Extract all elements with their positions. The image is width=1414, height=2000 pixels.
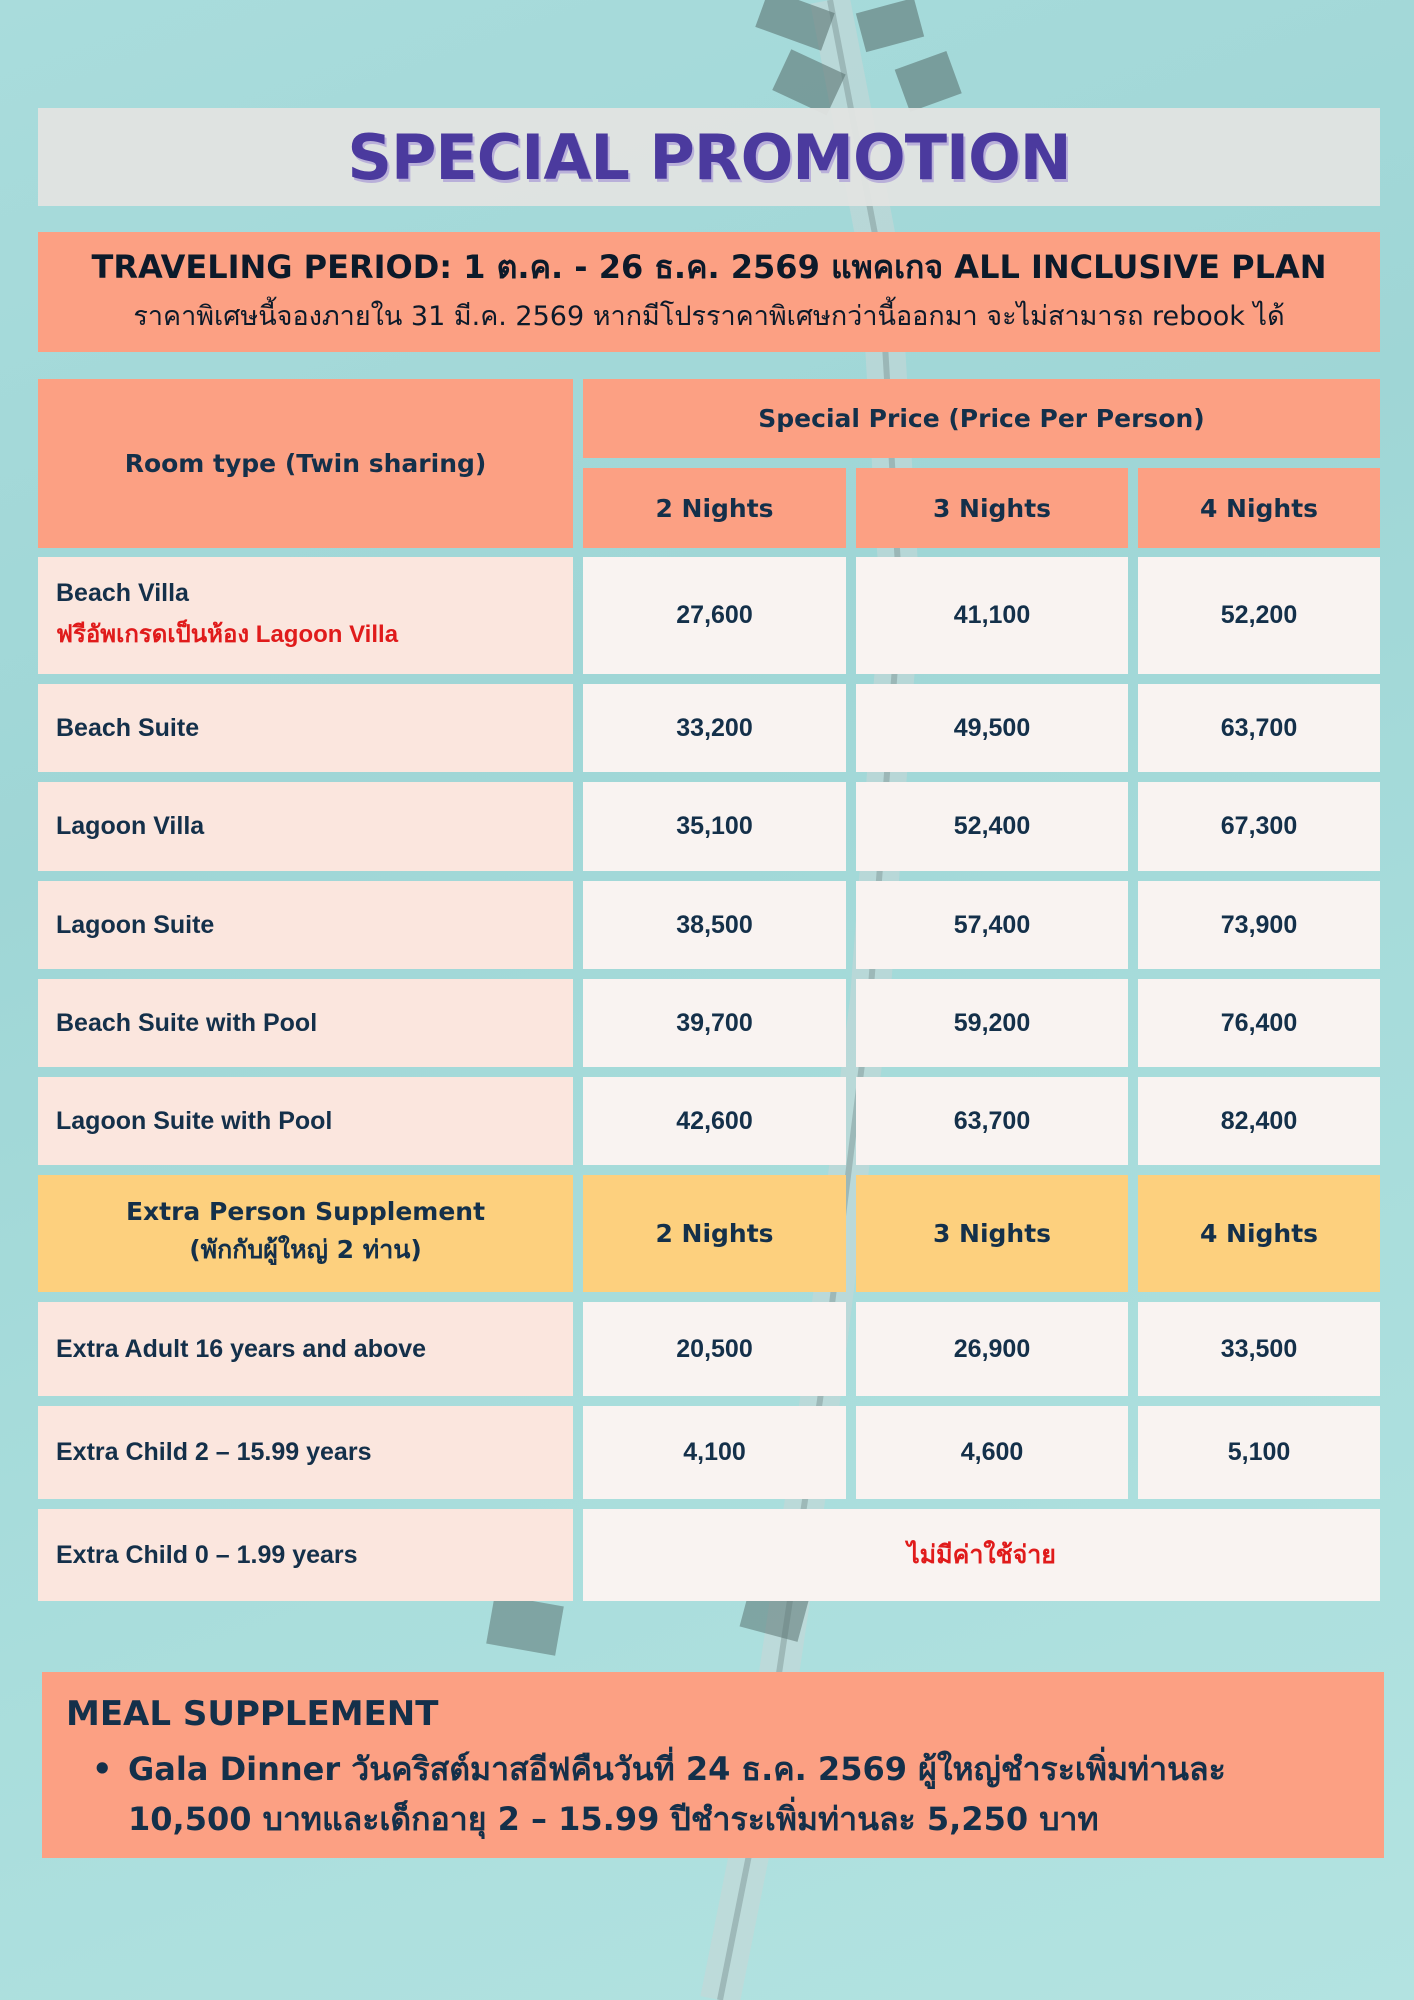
price-cell: 4,600	[856, 1406, 1128, 1499]
extra-header-4-nights: 4 Nights	[1138, 1175, 1380, 1292]
bullet-icon: •	[92, 1750, 113, 1788]
title-banner	[38, 108, 1380, 206]
page-title: SPECIAL PROMOTION	[347, 120, 1071, 194]
price-cell: 59,200	[856, 979, 1128, 1067]
gala-dinner-text: Gala Dinner วันคริสต์มาสอีฟคืนวันที่ 24 ธ.ค. 2569 ผู้ใหญ่ชำระเพิ่มท่านละ 10,500 บาทและเด็กอายุ 2 – 15.99 ปีชำระเพิ่มท่านละ 5,250 บาท	[128, 1750, 1226, 1838]
extra-label-child-0-1: Extra Child 0 – 1.99 years	[38, 1509, 573, 1601]
price-cell: 67,300	[1138, 782, 1380, 871]
header-2-nights: 2 Nights	[583, 468, 846, 548]
extra-label-child-2-15: Extra Child 2 – 15.99 years	[38, 1406, 573, 1499]
price-cell: 41,100	[856, 557, 1128, 674]
price-cell: 63,700	[1138, 684, 1380, 772]
room-label-lagoon-suite-pool: Lagoon Suite with Pool	[38, 1077, 573, 1165]
room-label-lagoon-suite: Lagoon Suite	[38, 881, 573, 969]
price-cell: 4,100	[583, 1406, 846, 1499]
meal-supplement-box	[42, 1672, 1384, 1858]
header-3-nights: 3 Nights	[856, 468, 1128, 548]
price-cell: 42,600	[583, 1077, 846, 1165]
price-cell: 38,500	[583, 881, 846, 969]
price-cell: 20,500	[583, 1302, 846, 1396]
header-4-nights: 4 Nights	[1138, 468, 1380, 548]
price-cell: 39,700	[583, 979, 846, 1067]
price-cell: 33,500	[1138, 1302, 1380, 1396]
special-price-header: Special Price (Price Per Person)	[583, 379, 1380, 458]
extra-header-2-nights: 2 Nights	[583, 1175, 846, 1292]
meal-supplement-title: MEAL SUPPLEMENT	[66, 1694, 439, 1734]
room-type-header: Room type (Twin sharing)	[38, 379, 573, 548]
upgrade-note: ฟรีอัพเกรดเป็นห้อง Lagoon Villa	[56, 620, 399, 648]
extra-header-3-nights: 3 Nights	[856, 1175, 1128, 1292]
room-label-beach-suite: Beach Suite	[38, 684, 573, 772]
price-cell: 63,700	[856, 1077, 1128, 1165]
price-cell: 35,100	[583, 782, 846, 871]
room-label-lagoon-villa: Lagoon Villa	[38, 782, 573, 871]
price-cell: 76,400	[1138, 979, 1380, 1067]
price-cell: 52,200	[1138, 557, 1380, 674]
price-cell: 26,900	[856, 1302, 1128, 1396]
extra-person-header: Extra Person Supplement (พักกับผู้ใหญ่ 2 ท่าน)	[38, 1175, 573, 1292]
price-cell: 27,600	[583, 557, 846, 674]
extra-label-adult: Extra Adult 16 years and above	[38, 1302, 573, 1396]
booking-condition: ราคาพิเศษนี้จองภายใน 31 มี.ค. 2569 หากมีโปรราคาพิเศษกว่านี้ออกมา จะไม่สามารถ rebook ได้	[133, 301, 1285, 332]
price-cell: 5,100	[1138, 1406, 1380, 1499]
price-cell: 52,400	[856, 782, 1128, 871]
price-cell: 73,900	[1138, 881, 1380, 969]
free-of-charge-cell: ไม่มีค่าใช้จ่าย	[583, 1509, 1380, 1601]
price-cell: 82,400	[1138, 1077, 1380, 1165]
price-cell: 49,500	[856, 684, 1128, 772]
price-cell: 33,200	[583, 684, 846, 772]
traveling-period: TRAVELING PERIOD: 1 ต.ค. - 26 ธ.ค. 2569 แพคเกจ ALL INCLUSIVE PLAN	[91, 248, 1327, 286]
traveling-period-banner	[38, 232, 1380, 352]
room-label-beach-villa: Beach Villa ฟรีอัพเกรดเป็นห้อง Lagoon Villa	[38, 557, 573, 674]
room-label-beach-suite-pool: Beach Suite with Pool	[38, 979, 573, 1067]
price-cell: 57,400	[856, 881, 1128, 969]
